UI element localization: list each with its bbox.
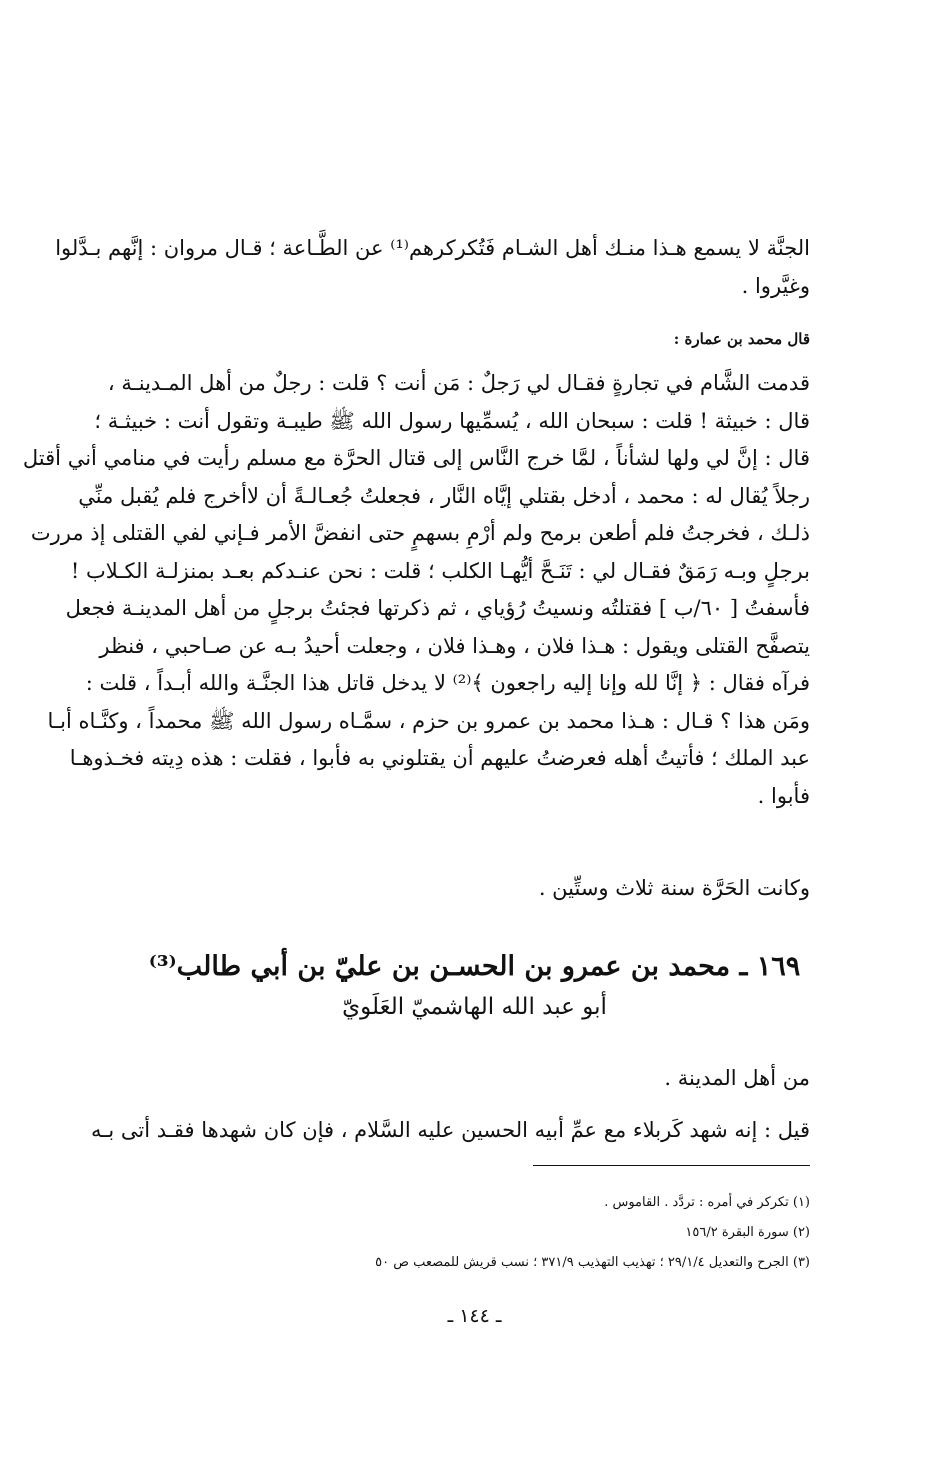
text-line: فأبوا . [757, 783, 810, 808]
closing-note [138, 870, 810, 908]
footnotes [210, 1188, 810, 1278]
text-line: قدمت الشَّام في تجارةٍ فقـال لي رَجلٌ : مَن أنت ؟ قلت : رجلٌ من أهل المـدينـة ، [107, 371, 810, 395]
bio-line-karbala [90, 1112, 810, 1150]
section-label: قال محمد بن عمارة : [673, 330, 810, 348]
text-line: فرآه فقال : ﴿ إنَّا لله وإنا إليه راجعون ﴾⁽²⁾ لا يدخل قاتل هذا الجنَّـة والله أبـداً ، قلت : [85, 671, 810, 695]
biography-subtitle: أبو عبد الله الهاشميّ العَلَويّ [342, 994, 607, 1020]
text-line: من أهل المدينة . [664, 1066, 810, 1090]
footnote-divider [533, 1165, 810, 1166]
text-line: قال : إنَّ لي ولها لشأناً ، لمَّا خرج النَّاس إلى قتال الحرَّة مع مسلم رأيت في منامي أني أقتل [22, 446, 810, 470]
biography-heading [0, 945, 949, 1025]
text-line: ومَن هذا ؟ قـال : هـذا محمد بن عمرو بن حزم ، سمَّـاه رسول الله ﷺ محمداً ، وكنَّـاه أبـا [47, 708, 810, 733]
text-line: عبد الملك ؛ فأتيتُ أهله فعرضتُ عليهم أن يقتلوني به فأبوا ، فقلت : هذه دِيته فخـذوهـا [69, 746, 810, 770]
text-line: برجلٍ وبـه رَمَقٌ فقـال لي : تَنَـحَّ أيُّهـا الكلب ؛ قلت : نحن عنـدكم بعـد بمنزلـة الكـلاب ! [70, 558, 810, 583]
text-line: الجنَّة لا يسمع هـذا منـك أهل الشـام فَتُكركرهم⁽¹⁾ عن الطَّـاعة ؛ قـال مروان : إنَّهم بـدَّلوا [55, 236, 810, 260]
footnote: (١) تكركر في أمره : تردَّد . القاموس . [604, 1195, 810, 1210]
text-line: ذلـك ، فخرجتُ فلم أطعن برمح ولم أرْمِ بسهمٍ حتى انفضَّ الأمر فـإني لفي القتلى إذ مررت [30, 521, 810, 545]
text-line: يتصفَّح القتلى ويقول : هـذا فلان ، وهـذا فلان ، وجعلت أحيدُ بـه عن صـاحبي ، فنظر [99, 633, 810, 658]
text-line: رجلاً يُقال له : محمد ، أدخل بقتلي إيَّاه النَّار ، فجعلتُ جُعـالـةً أن لاأخرج فلم يُقبل منِّي [78, 483, 810, 508]
footnote: (٢) سورة البقرة ١٥٦/٢ [685, 1225, 810, 1240]
text-line: وكانت الحَرَّة سنة ثلاث وستِّين . [538, 876, 810, 900]
paragraph-top [55, 230, 810, 305]
text-line: قيل : إنه شهد كَربلاء مع عمِّ أبيه الحسين عليه السَّلام ، فإن كان شهدها فقـد أتى بـه [90, 1118, 810, 1142]
page-number: ـ ١٤٤ ـ [447, 1305, 502, 1327]
bio-line-origin [138, 1060, 810, 1098]
text-line: قال : خبيثة ! قلت : سبحان الله ، يُسمِّيها رسول الله ﷺ طيبـة وتقول أنت : خبيثـة ؛ [94, 408, 810, 433]
paragraph-main [22, 365, 810, 815]
biography-title: ١٦٩ ـ محمد بن عمرو بن الحسـن بن عليّ بن أبي طالب⁽³⁾ [148, 951, 801, 982]
footnote: (٣) الجرح والتعديل ٢٩/١/٤ ؛ تهذيب التهذيب ٣٧١/٩ ؛ نسب قريش للمصعب ص ٥٠ [375, 1255, 810, 1270]
text-line: فأسفتُ [ ٦٠/ب ] فقتلتُه ونسيتُ رُؤياي ، ثم ذكرتها فجئتُ برجلٍ من أهل المدينـة فجعل [65, 596, 810, 620]
text-line: وغيَّروا . [741, 273, 810, 298]
